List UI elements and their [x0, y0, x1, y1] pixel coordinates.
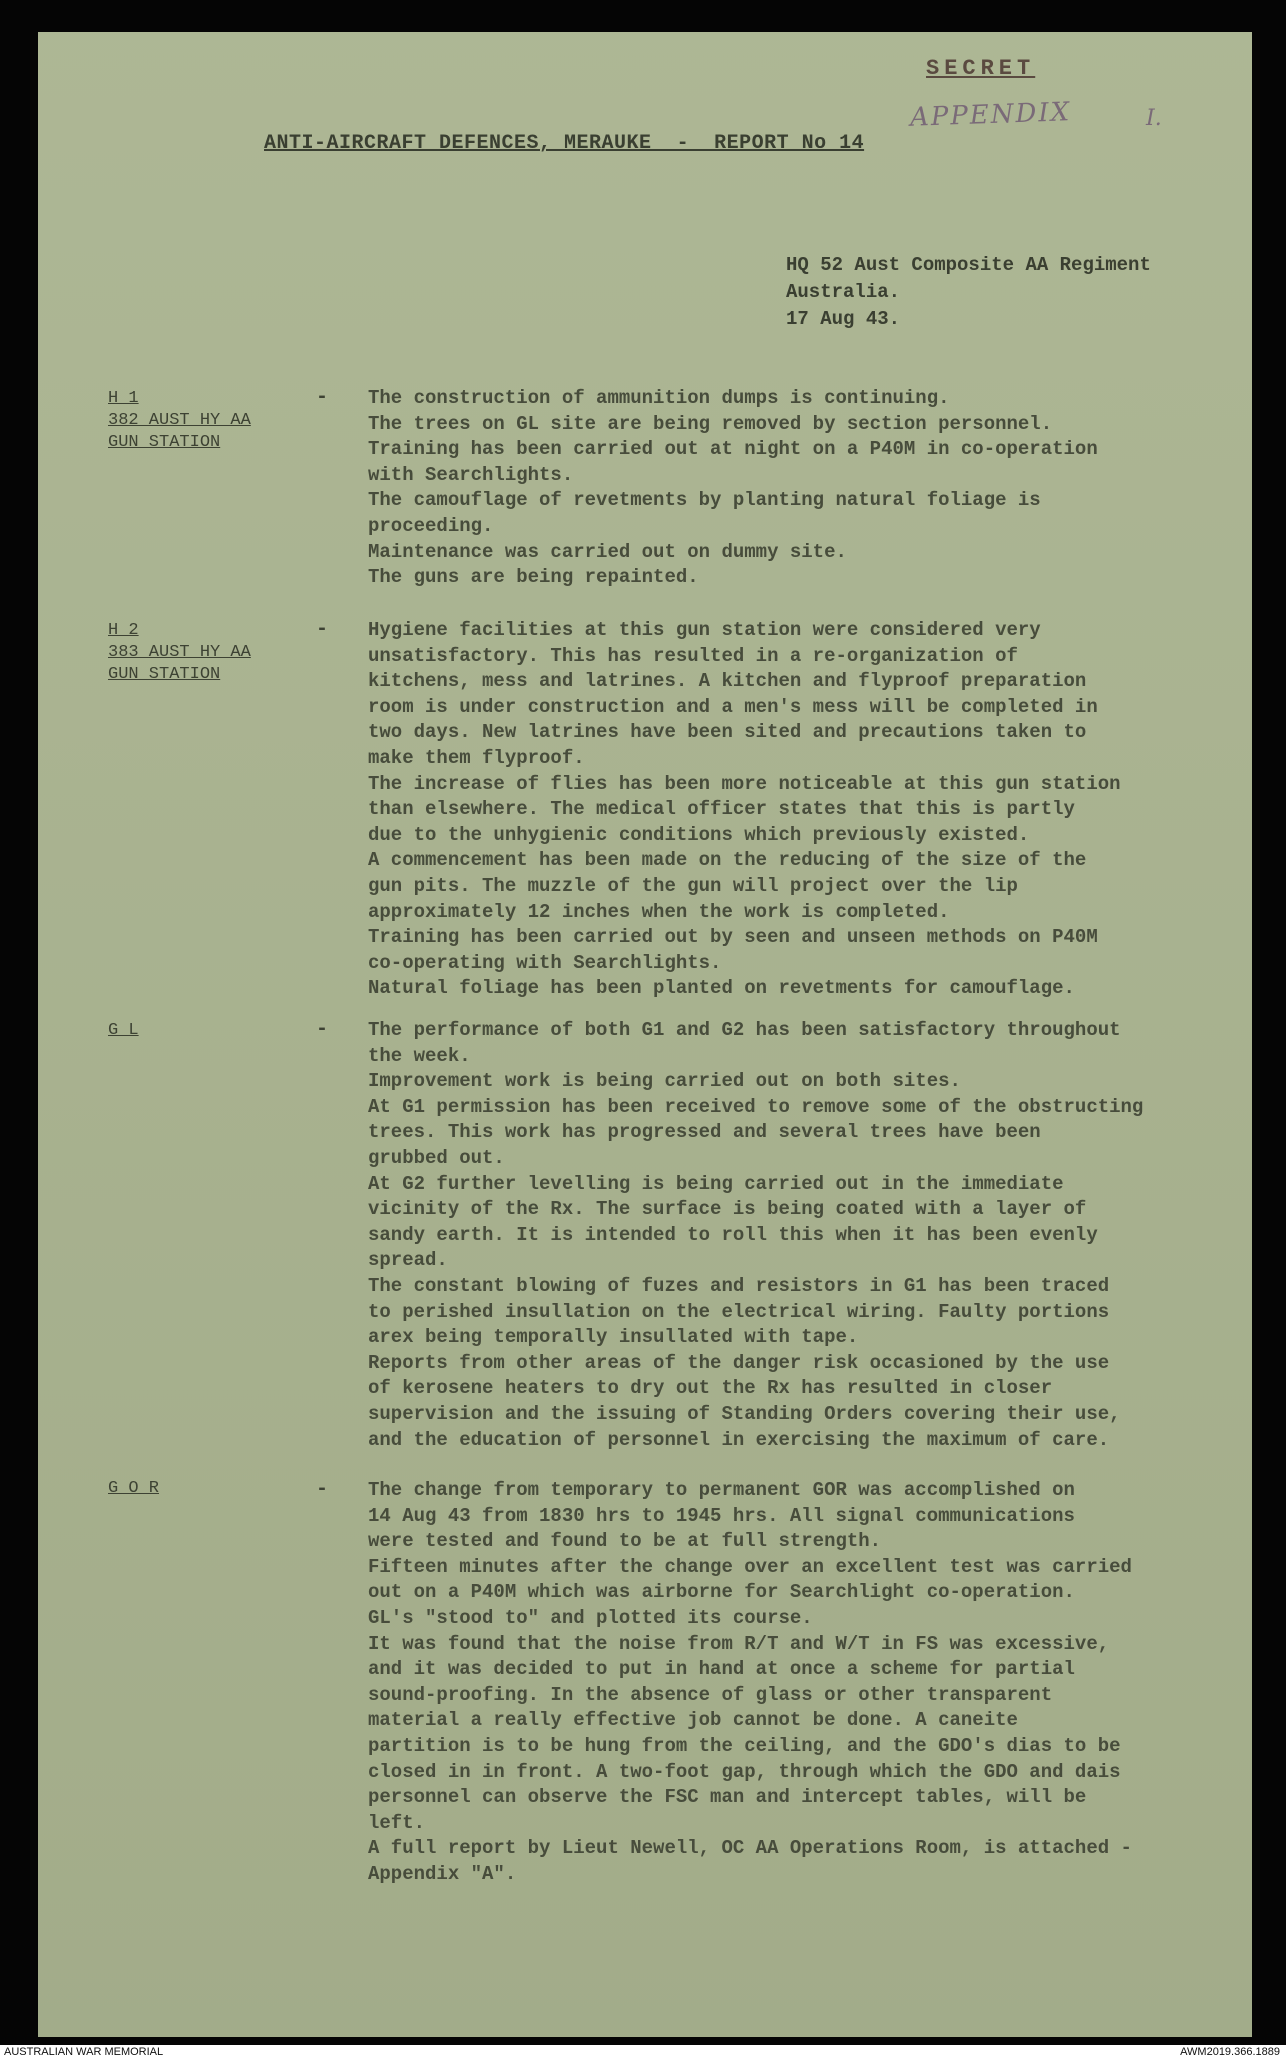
- section-body-h1: The construction of ammunition dumps is continuing. The trees on GL site are being removed by section personnel. Training has been carried out at night on a P40M in co-operation with Searchlights. The camouflage of revetments by planting natural foliage is proceeding. Maintenance was carried out on dummy site. The guns are being repainted.: [368, 387, 1098, 589]
- section-body-gl: The performance of both G1 and G2 has been satisfactory throughout the week. Improvement work is being carried out on both sites. At G1 permission has been received to remove some of the obstructing trees. This work has progressed and several trees have been grubbed out. At G2 further levelling is being carried out in the immediate vicinity of the Rx. The surface is being coated with a layer of sandy earth. It is intended to roll this when it has been evenly spread. The constant blowing of fuzes and resistors in G1 has been traced to perished insullation on the electrical wiring. Faulty portions arex being temporally insullated with tape. Reports from other areas of the danger risk occasioned by the use of kerosene heaters to dry out the Rx has resulted in closer supervision and the issuing of Standing Orders covering their use, and the education of personnel in exercising the maximum of care.: [368, 1019, 1144, 1451]
- classification-stamp: SECRET: [926, 56, 1036, 81]
- section-label-gor: [108, 1478, 159, 1500]
- section-label-line: H 2: [108, 621, 139, 640]
- appendix-annotation: APPENDIX: [909, 97, 1072, 133]
- section-label-line: 383 AUST HY AA: [108, 643, 251, 662]
- appendix-number: I.: [1146, 106, 1162, 131]
- hq-line: 17 Aug 43.: [786, 308, 901, 330]
- document-page: [38, 32, 1252, 2037]
- section-label-line: GUN STATION: [108, 433, 221, 452]
- hq-line: HQ 52 Aust Composite AA Regiment: [786, 254, 1151, 276]
- section-dash: -: [316, 1478, 329, 1501]
- section-label-line: 382 AUST HY AA: [108, 411, 251, 430]
- section-dash: -: [316, 1018, 329, 1041]
- section-dash: -: [316, 386, 329, 409]
- footer-credit: AUSTRALIAN WAR MEMORIAL: [4, 2046, 164, 2058]
- section-label-line: GUN STATION: [108, 665, 221, 684]
- section-dash: -: [316, 618, 329, 641]
- section-label-line: G O R: [108, 1479, 160, 1498]
- section-body-h2: Hygiene facilities at this gun station were considered very unsatisfactory. This has resulted in a re-organization of kitchens, mess and latrines. A kitchen and flyproof preparation room is under construction and a men's mess will be completed in two days. New latrines have been sited and precautions taken to make them flyproof. The increase of flies has been more noticeable at this gun station than elsewhere. The medical officer states that this is partly due to the unhygienic conditions which previously existed. A commencement has been made on the reducing of the size of the gun pits. The muzzle of the gun will project over the lip approximately 12 inches when the work is completed. Training has been carried out by seen and unseen methods on P40M co-operating with Searchlights. Natural foliage has been planted on revetments for camouflage.: [368, 619, 1121, 1000]
- hq-address-block: [786, 252, 1151, 333]
- report-title: ANTI-AIRCRAFT DEFENCES, MERAUKE - REPORT No 14: [264, 132, 865, 155]
- section-body-gor: The change from temporary to permanent GOR was accomplished on 14 Aug 43 from 1830 hrs to 1945 hrs. All signal communications were tested and found to be at full strength. Fifteen minutes after the change over an excellent test was carried out on a P40M which was airborne for Searchlight co-operation. GL's "stood to" and plotted its course. It was found that the noise from R/T and W/T in FS was excessive, and it was decided to put in hand at once a scheme for partial sound-proofing. In the absence of glass or other transparent material a really effective job cannot be done. A caneite partition is to be hung from the ceiling, and the GDO's dias to be closed in in front. A two-foot gap, through which the GDO and dais personnel can observe the FSC man and intercept tables, will be left. A full report by Lieut Newell, OC AA Operations Room, is attached - Appendix "A".: [368, 1479, 1132, 1885]
- hq-line: Australia.: [786, 281, 901, 303]
- section-label-gl: [108, 1020, 139, 1042]
- footer-accession-number: AWM2019.366.1889: [1180, 2046, 1280, 2058]
- section-label-line: G L: [108, 1021, 139, 1040]
- section-label-line: H 1: [108, 389, 139, 408]
- section-label-h2: [108, 620, 251, 686]
- section-label-h1: [108, 388, 251, 454]
